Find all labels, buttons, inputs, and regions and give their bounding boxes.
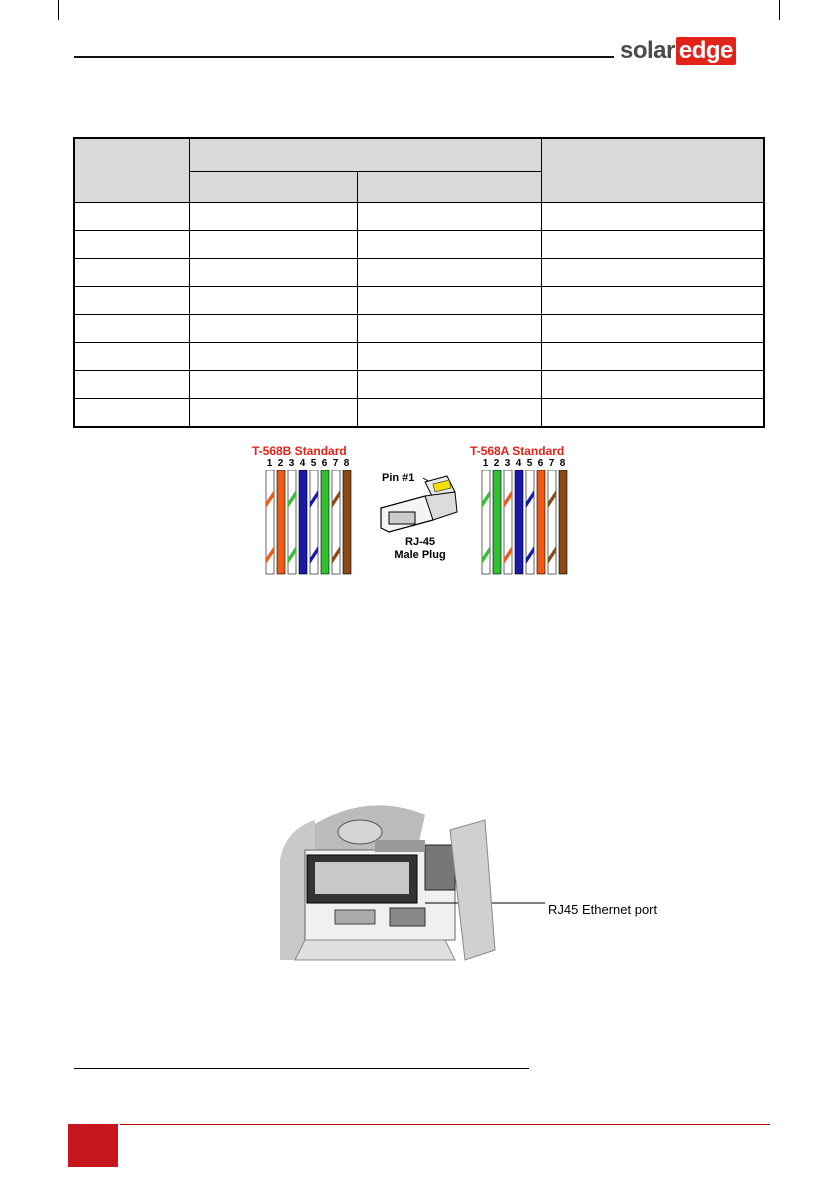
table-header-cell (74, 138, 189, 203)
table-cell (357, 287, 541, 315)
table-cell (541, 231, 764, 259)
table-cell (74, 399, 189, 428)
table-cell (74, 231, 189, 259)
table-cell (357, 203, 541, 231)
pin-number: 8 (559, 458, 566, 469)
table-cell (189, 343, 357, 371)
pin-number: 7 (548, 458, 555, 469)
table-cell (357, 399, 541, 428)
wire-green (321, 470, 329, 574)
t568a-wires (480, 470, 590, 580)
table-row (74, 371, 764, 399)
table-row (74, 259, 764, 287)
t568b-wires (264, 470, 374, 580)
table-header-cell (541, 138, 764, 203)
table-row (74, 203, 764, 231)
table-row (74, 399, 764, 428)
t568a-pin-numbers (480, 458, 568, 469)
pin-number: 3 (288, 458, 295, 469)
pin-number: 5 (310, 458, 317, 469)
plug-label-2: Male Plug (394, 549, 446, 561)
table-cell (74, 371, 189, 399)
footer-rule (120, 1124, 770, 1125)
table-cell (189, 203, 357, 231)
table-cell (74, 287, 189, 315)
pin-number: 6 (537, 458, 544, 469)
wire-blue (299, 470, 307, 574)
pin-number: 7 (332, 458, 339, 469)
wire-brown (559, 470, 567, 574)
inverter-board-figure (275, 800, 545, 965)
header-rule (74, 56, 614, 58)
pin-number: 5 (526, 458, 533, 469)
wire-blue (515, 470, 523, 574)
table-cell (541, 203, 764, 231)
pin-number: 1 (266, 458, 273, 469)
plug-label-1: RJ-45 (405, 536, 435, 548)
logo-solar-text: solar (620, 37, 675, 64)
table-cell (541, 399, 764, 428)
table-cell (189, 315, 357, 343)
wire-green (493, 470, 501, 574)
t568b-pin-numbers (264, 458, 352, 469)
table-cell (189, 231, 357, 259)
footer-page-tab (68, 1124, 118, 1167)
table-row (74, 287, 764, 315)
table-cell (189, 371, 357, 399)
pinout-table (73, 137, 765, 428)
t568a-title: T-568A Standard (470, 444, 565, 458)
pin-number: 2 (493, 458, 500, 469)
table-cell (541, 259, 764, 287)
rj45-wiring-diagram (250, 440, 590, 580)
table-row (74, 315, 764, 343)
pin-number: 3 (504, 458, 511, 469)
table-cell (357, 315, 541, 343)
wire-brown (343, 470, 351, 574)
table-header-cell (189, 138, 541, 172)
pin-number: 6 (321, 458, 328, 469)
table-cell (357, 259, 541, 287)
table-cell (541, 343, 764, 371)
pin1-label: Pin #1 (382, 472, 415, 484)
rj45-port-callout: RJ45 Ethernet port (548, 902, 658, 917)
pin-number: 4 (299, 458, 306, 469)
table-cell (189, 399, 357, 428)
pin-number: 4 (515, 458, 522, 469)
table-cell (189, 287, 357, 315)
solaredge-logo (620, 36, 736, 66)
table-cell (541, 287, 764, 315)
table-cell (357, 371, 541, 399)
wire-orange (277, 470, 285, 574)
crop-mark-left (58, 0, 59, 20)
table-cell (74, 259, 189, 287)
table-cell (357, 343, 541, 371)
pin-number: 8 (343, 458, 350, 469)
footnote-rule (74, 1068, 529, 1069)
wire-orange (537, 470, 545, 574)
table-cell (541, 371, 764, 399)
table-header-cell (189, 172, 357, 203)
rj45-plug-icon (375, 470, 465, 540)
crop-mark-right (779, 0, 780, 20)
table-cell (357, 231, 541, 259)
table-cell (74, 315, 189, 343)
pin-number: 1 (482, 458, 489, 469)
table-cell (541, 315, 764, 343)
table-header-row (74, 138, 764, 172)
table-row (74, 231, 764, 259)
logo-edge-text: edge (676, 37, 736, 65)
table-row (74, 343, 764, 371)
table-header-cell (357, 172, 541, 203)
table-cell (74, 343, 189, 371)
table-cell (74, 203, 189, 231)
t568b-title: T-568B Standard (252, 444, 347, 458)
table-cell (189, 259, 357, 287)
pin-number: 2 (277, 458, 284, 469)
